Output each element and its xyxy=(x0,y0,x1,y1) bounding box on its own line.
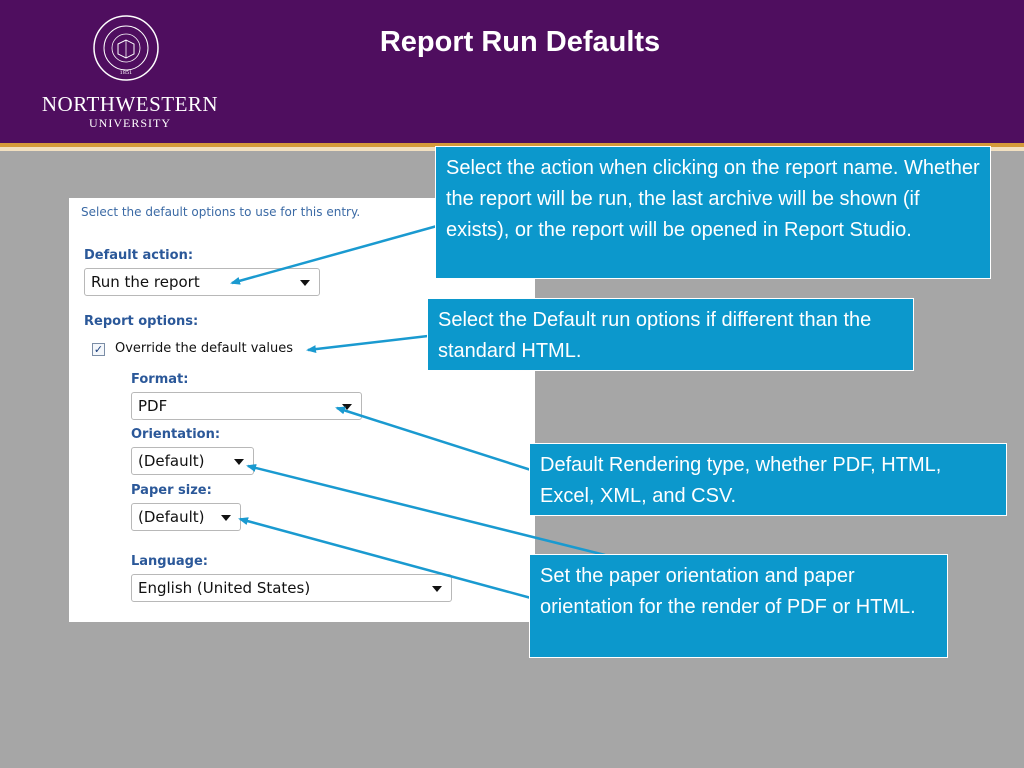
override-label: Override the default values xyxy=(115,341,294,356)
format-label: Format: xyxy=(131,372,189,387)
callout-run-options: Select the Default run options if different than the standard HTML. xyxy=(427,298,914,371)
default-action-label: Default action: xyxy=(84,248,194,263)
paper-size-label: Paper size: xyxy=(131,483,212,498)
arrow-to-override xyxy=(308,336,428,350)
orientation-label: Orientation: xyxy=(131,427,221,442)
callout-rendering-type: Default Rendering type, whether PDF, HTML, Excel, XML, and CSV. xyxy=(529,443,1007,516)
svg-text:1851: 1851 xyxy=(119,70,133,76)
paper-size-value: (Default) xyxy=(138,508,205,526)
report-options-label: Report options: xyxy=(84,314,199,329)
slide-title: Report Run Defaults xyxy=(379,26,661,58)
panel-instruction: Select the default options to use for this entry. xyxy=(81,205,361,219)
callout-default-action: Select the action when clicking on the report name. Whether the report will be run, the last archive will be shown (if exists), or the report will be opened in Report Studio. xyxy=(435,146,991,279)
university-subtitle: UNIVERSITY xyxy=(89,116,171,130)
override-checkbox[interactable]: ✓ xyxy=(93,343,104,356)
arrow-to-paper-size xyxy=(240,519,531,598)
university-name: NORTHWESTERN xyxy=(41,92,219,116)
arrow-to-format xyxy=(337,408,531,470)
orientation-value: (Default) xyxy=(138,452,205,470)
callout-paper-orientation: Set the paper orientation and paper orientation for the render of PDF or HTML. xyxy=(529,554,948,658)
arrow-to-default-action xyxy=(232,226,437,283)
format-value: PDF xyxy=(138,397,168,415)
language-value: English (United States) xyxy=(138,579,311,597)
language-label: Language: xyxy=(131,554,208,569)
default-action-value: Run the report xyxy=(91,273,200,291)
